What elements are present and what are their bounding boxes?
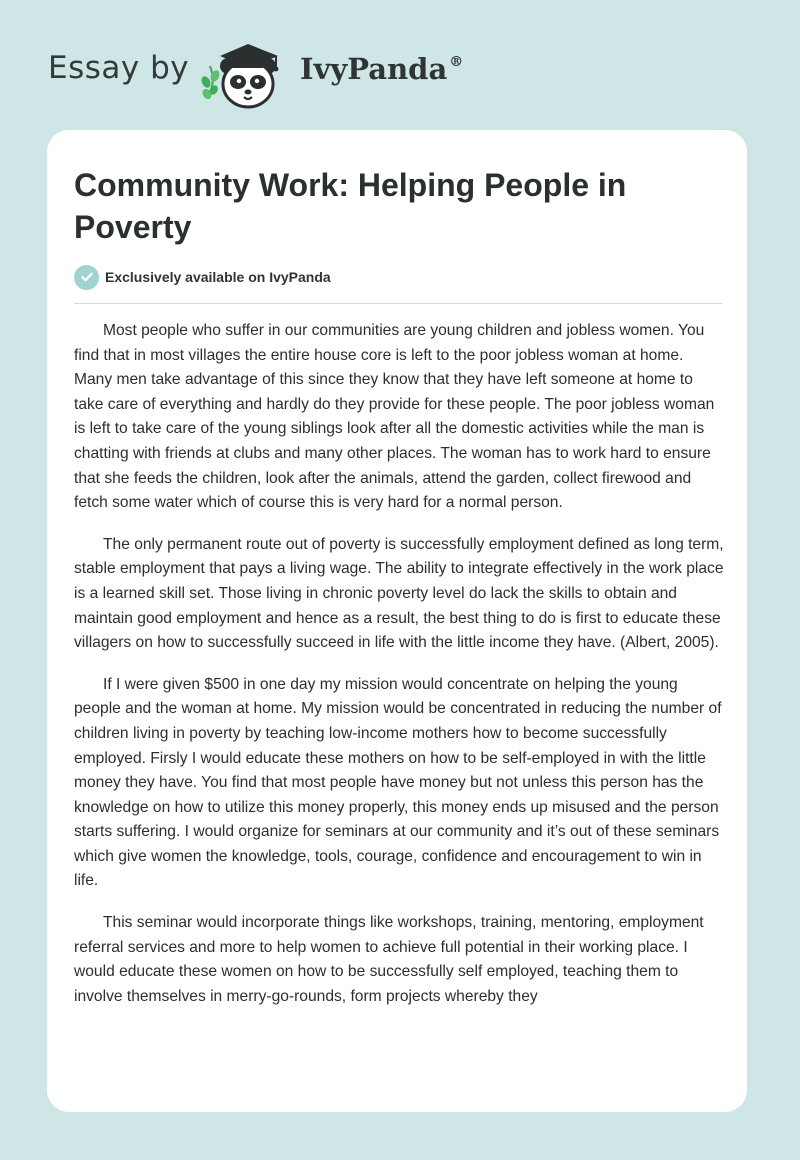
essay-by-label: Essay by: [48, 50, 190, 86]
brand-name[interactable]: [300, 52, 463, 86]
exclusive-badge-text: Exclusively available on IvyPanda: [105, 269, 331, 285]
panda-graduate-logo-icon[interactable]: [200, 36, 292, 110]
site-header: [0, 0, 800, 130]
exclusive-badge: [74, 264, 331, 290]
essay-paragraph: The only permanent route out of poverty is successfully employment defined as long term, stable employment that pays a living wage. The ability to integrate effectively in the work place is a learned skill set. Those living in chronic poverty level do lack the skills to obtain and maintain good employment and hence as a result, the best thing to do is first to educate these villagers on how to successfully succeed in life with the little income they have. (Albert, 2005).: [74, 535, 724, 652]
divider: [74, 303, 722, 304]
essay-title: Community Work: Helping People in Poverty: [74, 167, 627, 245]
essay-paragraph: This seminar would incorporate things like workshops, training, mentoring, employment referral services and more to help women to achieve full potential in their working place. I would educate these women on how to be successfully self employed, teaching them to involve themselves in merry-go-rounds, form projects whereby they: [74, 914, 704, 1005]
registered-mark: ®: [449, 54, 464, 70]
check-icon: [74, 265, 99, 290]
essay-body: [74, 319, 724, 1026]
essay-card: [47, 130, 747, 1112]
essay-paragraph: Most people who suffer in our communities are young children and jobless women. You find that in most villages the entire house core is left to the poor jobless woman at home. Many men take advantage of this since they know that they have left someone at home to take care of everything and hardly do they provide for these people. The poor jobless woman is left to take care of the young siblings look after all the domestic activities while the man is chatting with friends at clubs and many other places. The woman has to work hard to ensure that she feeds the children, look after the animals, attend the garden, collect firewood and fetch some water which of course this is very hard for a normal person.: [74, 322, 715, 512]
brand-name-text: IvyPanda: [300, 52, 448, 86]
essay-paragraph: If I were given $500 in one day my mission would concentrate on helping the young people and the woman at home. My mission would be concentrated in reducing the number of children living in poverty by teaching low-income mothers how to become successfully employed. Firsly I would educate these mothers on how to be self-employed in with the little money they have. You find that most people have money but not unless this person has the knowledge on how to utilize this money properly, this money ends up misused and the person starts suffering. I would organize for seminars at our community and it’s out of these seminars which give women the knowledge, tools, courage, confidence and encouragement to win in life.: [74, 675, 722, 890]
